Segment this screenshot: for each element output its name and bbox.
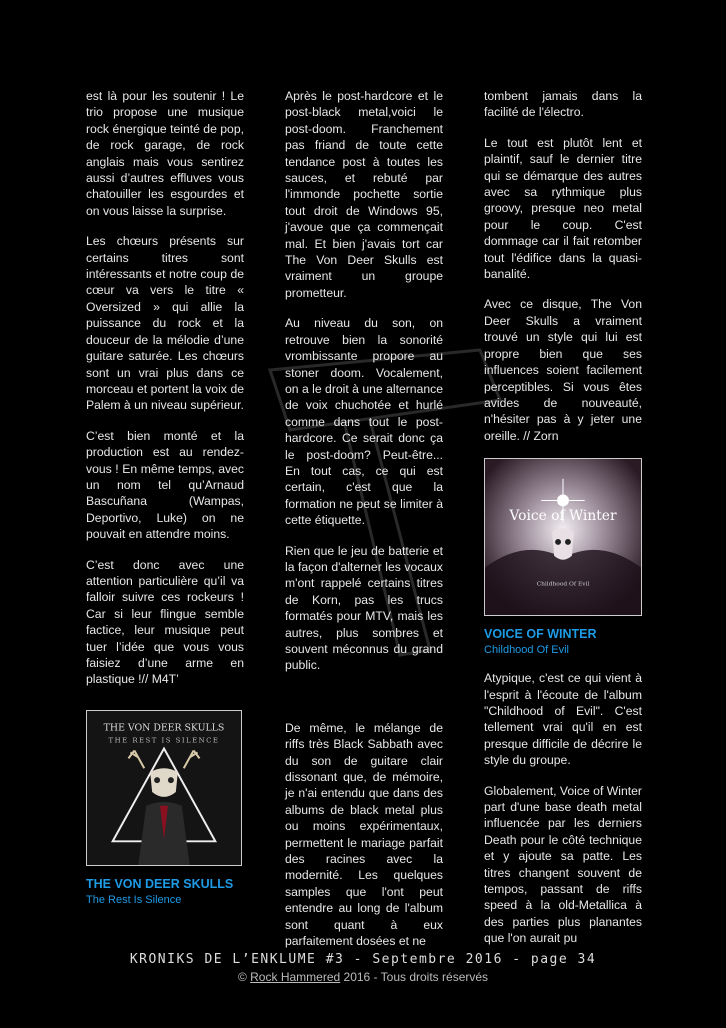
rock-hammered-link[interactable]: Rock Hammered: [250, 970, 341, 984]
paragraph: Atypique, c'est ce qui vient à l'esprit à l'écoute de l'album "Childhood of Evil". C'est tellement vrai qu'il en est presque difficile de décrire le style du groupe.: [484, 671, 642, 768]
cover-album-name: THE REST IS SILENCE: [108, 736, 220, 745]
album-subtitle: The Rest Is Silence: [86, 893, 182, 906]
paragraph: De même, le mélange de riffs très Black Sabbath avec du son de guitare clair dissonant que, de mémoire, je n'ai entendu que dans des albums de black metal plus ou moins expérimentaux, permettent le mariage parfait des racines avec la modernité. Les quelques samples que l'ont peut entendre au long de l'album sont quant à eux parfaitement dosées et ne: [285, 720, 443, 949]
voice-of-winter-cover[interactable]: [484, 458, 642, 616]
paragraph: Rien que le jeu de batterie et la façon d'alterner les vocaux m'ont rappelé certains titres de Korn, pas les trucs formatés pour MTV, mais les autres, plus sombres et souvent méconnus du grand public.: [285, 543, 443, 673]
footer-copyright: [0, 970, 726, 984]
paragraph: Avec ce disque, The Von Deer Skulls a vraiment trouvé un style qui lui est propre bien que ses influences soient facilement perceptibles. Si vous êtes avides de nouveauté, n'hésiter pas à y jeter une oreille. // Zorn: [484, 297, 642, 443]
column-1: [86, 88, 244, 908]
paragraph: tombent jamais dans la facilité de l'électro.: [484, 89, 642, 120]
paragraph: Au niveau du son, on retrouve bien la sonorité vrombissante propore au stoner doom. Vocalement, on a le droit à une alternance de voix chuchotée et hurlé comme dans tout le post-hardcore. Ce serait donc ça le post-doom? Peut-être... En tout cas, ce qui est certain, c'est que la formation ne peut se limiter à cette étiquette.: [285, 316, 443, 528]
album-title: VOICE OF WINTER: [484, 627, 597, 642]
album-title: THE VON DEER SKULLS: [86, 876, 234, 891]
copyright-symbol: ©: [237, 970, 247, 984]
paragraph: Les chœurs présents sur certains titres sont intéressants et notre coup de cœur va vers le titre « Oversized » qui allie la puissance du rock et la douceur de la mélodie d’une guitare saturée. Les chœurs sont un vrai plus dans ce morceau et portent la voix de Palem à un niveau supérieur.: [86, 234, 244, 413]
paragraph: Le tout est plutôt lent et plaintif, sauf le dernier titre qui se démarque des autres avec sa rythmique plus groovy, presque neo metal pour le coup. C'est dommage car il fait retomber tout l'édifice dans la quasi-banalité.: [484, 135, 642, 282]
cover-band-name: THE VON DEER SKULLS: [103, 722, 225, 734]
column-2: [285, 88, 443, 964]
footer-header: KRONIKS DE L’ENKLUME #3 - Septembre 2016 - page 34: [129, 952, 597, 967]
von-deer-skulls-cover[interactable]: [86, 710, 242, 866]
paragraph: C’est donc avec une attention particulière qu’il va falloir suivre ces rockeurs ! Car si leur flingue semble factice, leur musique peut tuer l’idée que vous vous faisiez d’une arme en plastique !// M4T’: [86, 557, 244, 687]
paragraph: C’est bien monté et la production est au rendez-vous ! En même temps, avec un nom tel qu’Arnaud Bascuñana (Wampas, Deportivo, Luke) on ne pouvait en attendre moins.: [86, 428, 244, 542]
cover-subtitle: Childhood Of Evil: [536, 581, 590, 588]
paragraph: est là pour les soutenir ! Le trio propose une musique rock énergique teinté de pop, de rock garage, de rock anglais mais vous sentirez aussi d’autres effluves vous chatouiller les esgourdes et on vous laisse la surprise.: [86, 89, 244, 218]
cover-logo: Voice of Winter: [509, 508, 617, 525]
paragraph: Globalement, Voice of Winter part d'une base death metal influencée par les derniers Death pour le côté technique et y ajoute sa patte. Les titres changent souvent de tempos, passant de riffs speed à la old-Metallica à des parties plus planantes que l'on aurait pu: [484, 783, 642, 946]
column-3: [484, 88, 642, 961]
copyright-text: 2016 - Tous droits réservés: [343, 970, 489, 984]
paragraph: Après le post-hardcore et le post-black metal,voici le post-doom. Franchement pas friand de toute cette tendance post à toutes les sauces, et rebuté par l'immonde pochette sortie tout droit de Windows 95, j'avoue que ça commençait mal. Et bien j'avais tort car The Von Deer Skulls est vraiment un groupe prometteur.: [285, 89, 443, 300]
album-subtitle: Childhood Of Evil: [484, 644, 569, 657]
